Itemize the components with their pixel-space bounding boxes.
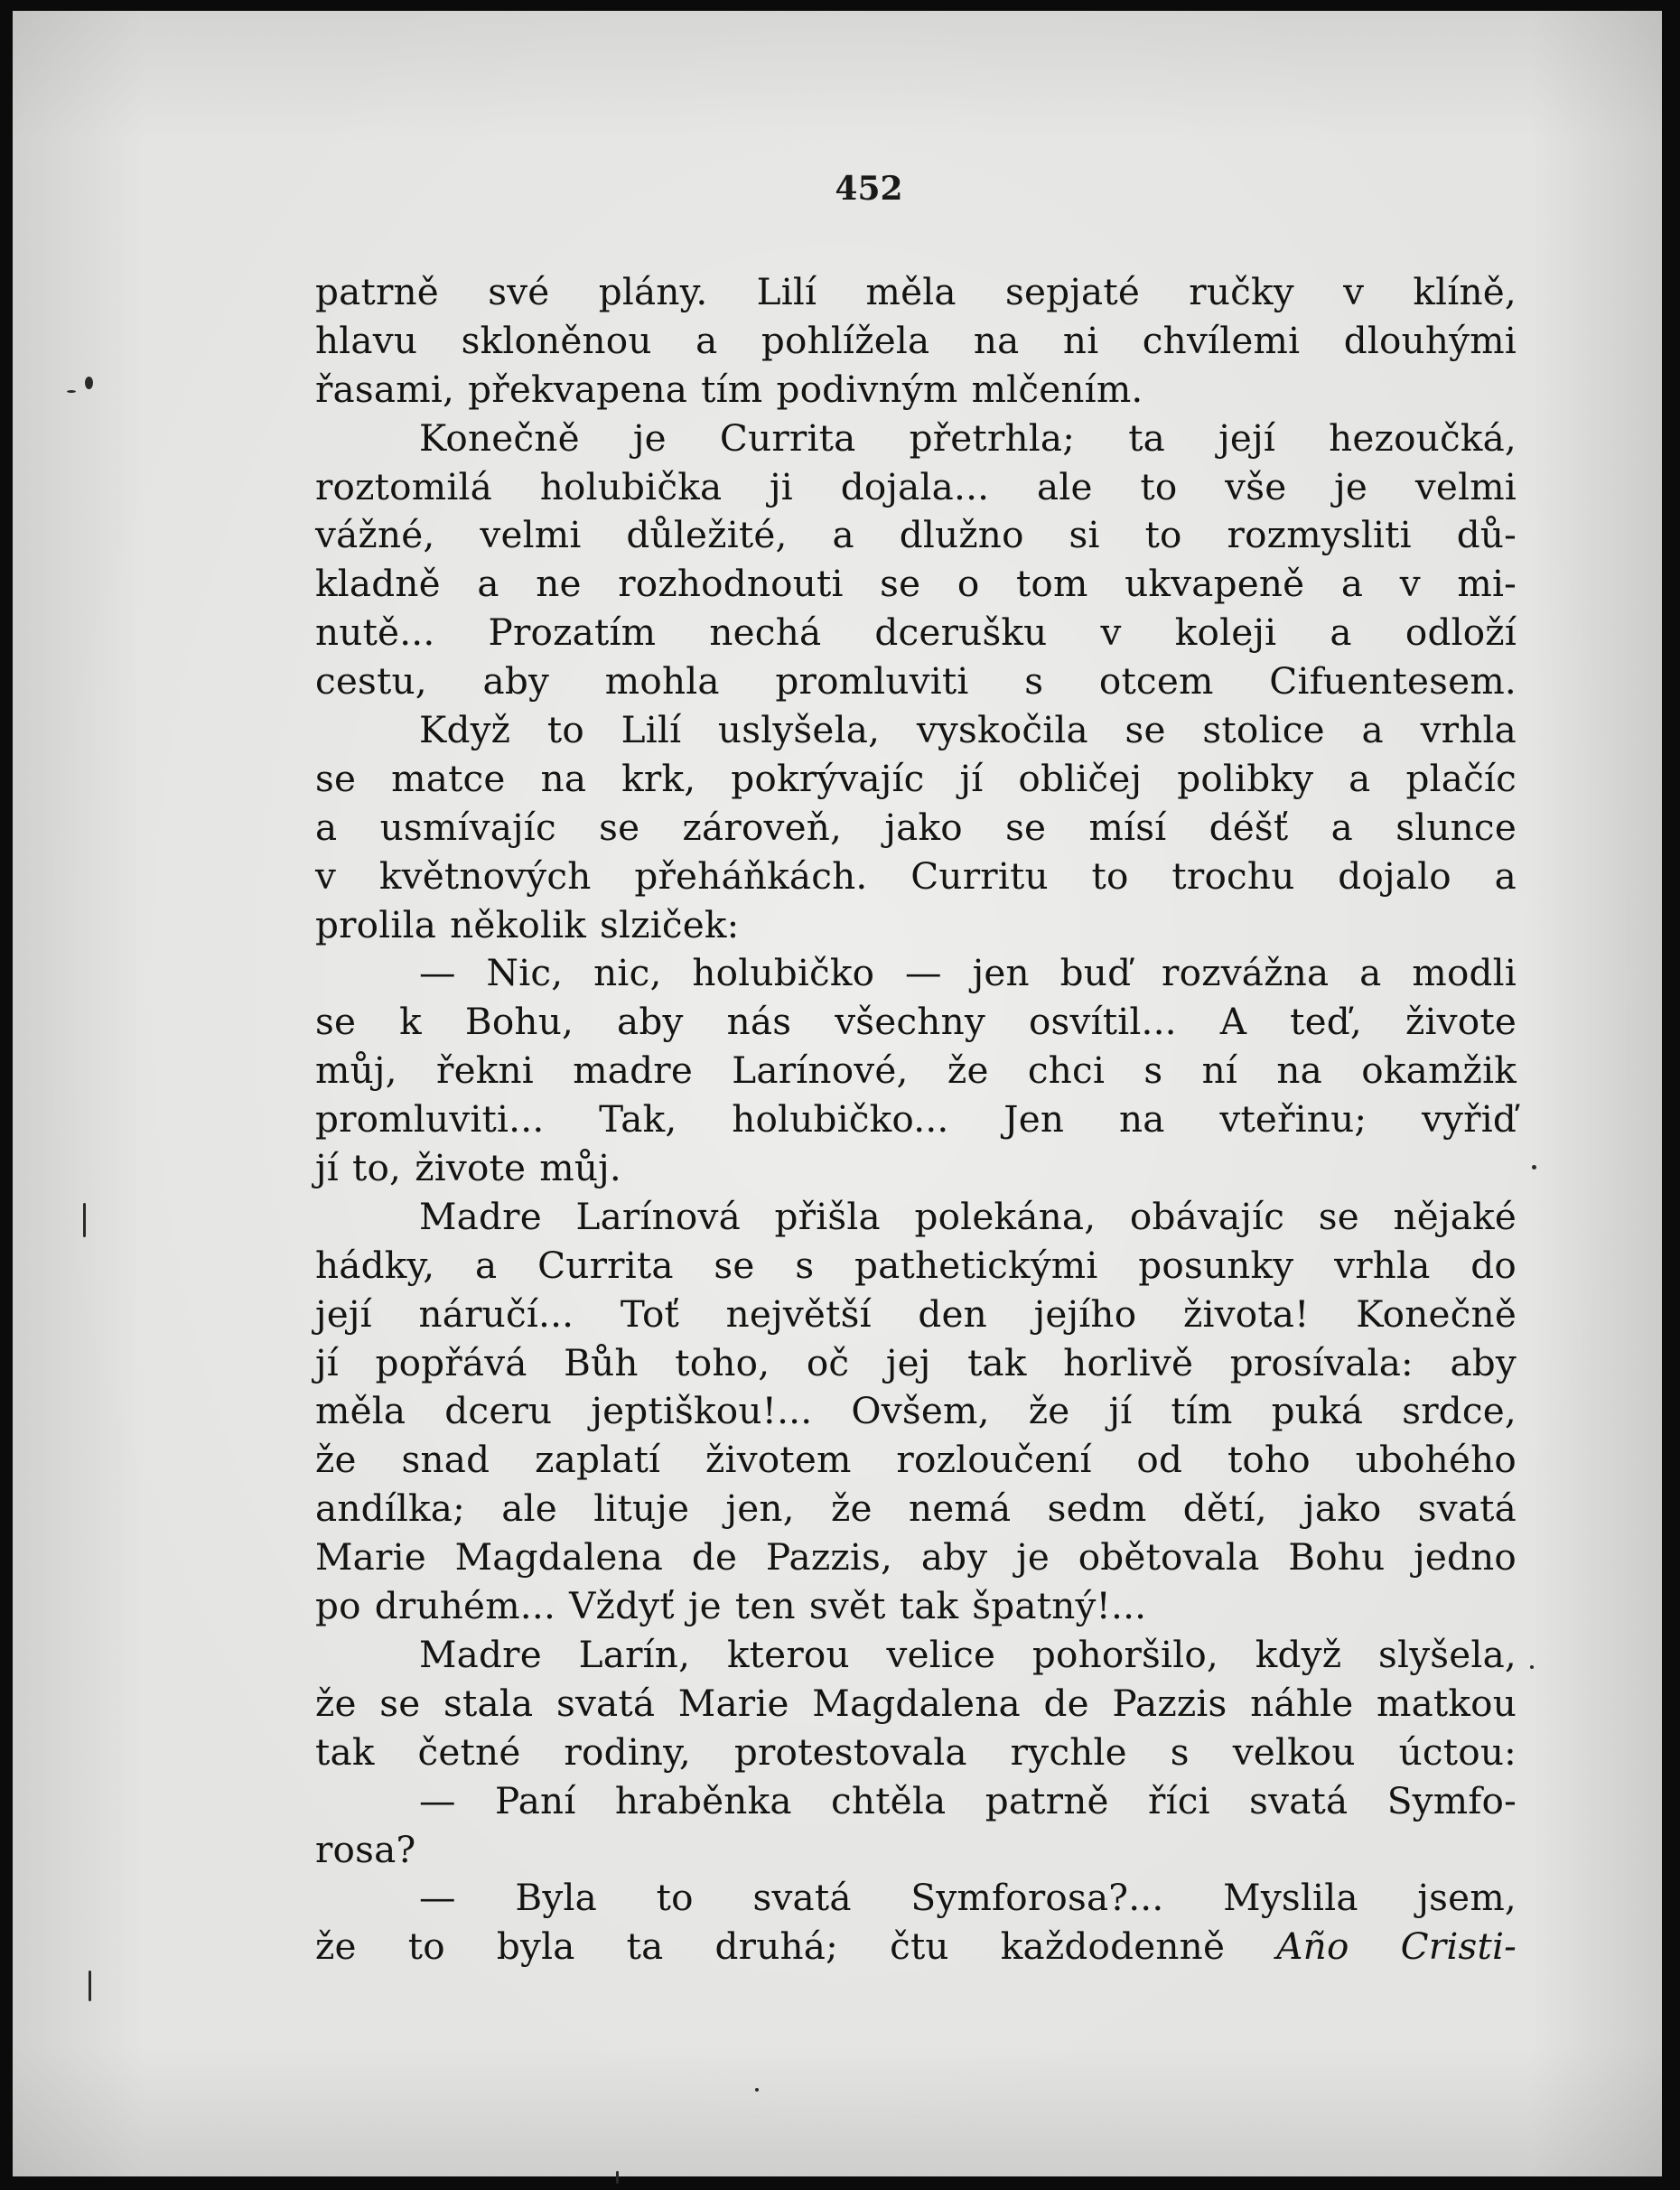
text-line-regular: že to byla ta druhá; čtu každodenně xyxy=(315,1924,1226,1969)
text-line: cestu, aby mohla promluviti s otcem Cifuentesem. xyxy=(315,659,1517,704)
scan-speck xyxy=(1530,1665,1534,1669)
text-line: Madre Larínová přišla polekána, obávajíc se nějaké xyxy=(419,1194,1517,1238)
page-number: 452 xyxy=(835,170,903,208)
text-line: vážné, velmi důležité, a dlužno si to rozmysliti dů- xyxy=(315,513,1517,557)
text-line: — Byla to svatá Symforosa?... Myslila jsem, xyxy=(419,1876,1517,1920)
text-line: — Paní hraběnka chtěla patrně říci svatá Symfo- xyxy=(419,1778,1517,1822)
body-text xyxy=(315,268,1517,1971)
text-line: — Nic, nic, holubičko — jen buď rozvážna a modli xyxy=(419,951,1517,995)
text-line: hádky, a Currita se s pathetickými posunky vrhla do xyxy=(315,1243,1517,1287)
text-line: po druhém... Vždyť je ten svět tak špatný!... xyxy=(315,1584,1147,1628)
text-line: tak četné rodiny, protestovala rychle s velkou úctou: xyxy=(315,1729,1517,1774)
text-line-italic: Año Cristi- xyxy=(1276,1924,1517,1969)
text-line: měla dceru jeptiškou!... Ovšem, že jí tím puká srdce, xyxy=(315,1389,1517,1433)
text-line: Madre Larín, kterou velice pohoršilo, když slyšela, xyxy=(419,1632,1517,1676)
scan-speck xyxy=(89,1971,91,2001)
text-line: rosa? xyxy=(315,1827,416,1871)
text-line: Marie Magdalena de Pazzis, aby je obětovala Bohu jedno xyxy=(315,1535,1517,1580)
text-line: prolila několik slziček: xyxy=(315,902,740,946)
text-line: andílka; ale lituje jen, že nemá sedm dětí, jako svatá xyxy=(315,1486,1517,1531)
text-line: jí to, živote můj. xyxy=(315,1146,621,1190)
text-line: Když to Lilí uslyšela, vyskočila se stolice a vrhla xyxy=(419,708,1517,752)
scan-speck xyxy=(85,377,93,389)
text-line: se k Bohu, aby nás všechny osvítil... A teď, živote xyxy=(315,1000,1517,1044)
text-line: že snad zaplatí životem rozloučení od toho ubohého xyxy=(315,1438,1517,1482)
text-line: nutě... Prozatím nechá dcerušku v koleji a odloží xyxy=(315,610,1517,655)
text-line: hlavu skloněnou a pohlížela na ni chvílemi dlouhými xyxy=(315,318,1517,362)
text-line: že se stala svatá Marie Magdalena de Pazzis náhle matkou xyxy=(315,1681,1517,1725)
text-line: roztomilá holubička ji dojala... ale to vše je velmi xyxy=(315,464,1517,508)
scan-speck xyxy=(616,2171,619,2184)
text-line: patrně své plány. Lilí měla sepjaté ručky v klíně, xyxy=(315,270,1517,313)
text-line: můj, řekni madre Larínové, že chci s ní na okamžik xyxy=(315,1048,1517,1093)
text-line: jí popřává Bůh toho, oč jej tak horlivě prosívala: aby xyxy=(315,1340,1517,1384)
text-line: v květnových přeháňkách. Curritu to trochu dojalo a xyxy=(315,853,1517,898)
text-line: Konečně je Currita přetrhla; ta její hezoučká, xyxy=(419,415,1517,460)
text-line: a usmívajíc se zároveň, jako se mísí déšť a slunce xyxy=(315,805,1517,849)
text-line xyxy=(315,1923,1517,1971)
scan-speck xyxy=(67,390,76,393)
scan-speck xyxy=(83,1203,86,1237)
scan-speck xyxy=(1532,1165,1536,1170)
text-line: se matce na krk, pokrývajíc jí obličej polibky a plačíc xyxy=(315,756,1517,800)
scan-speck xyxy=(755,2088,759,2092)
text-line: její náručí... Toť největší den jejího života! Konečně xyxy=(315,1291,1517,1336)
text-line: promluviti... Tak, holubičko... Jen na vteřinu; vyřiď xyxy=(315,1097,1517,1142)
text-line: kladně a ne rozhodnouti se o tom ukvapeně a v mi- xyxy=(315,562,1517,606)
book-page xyxy=(13,11,1662,2176)
text-line: řasami, překvapena tím podivným mlčením. xyxy=(315,367,1143,411)
